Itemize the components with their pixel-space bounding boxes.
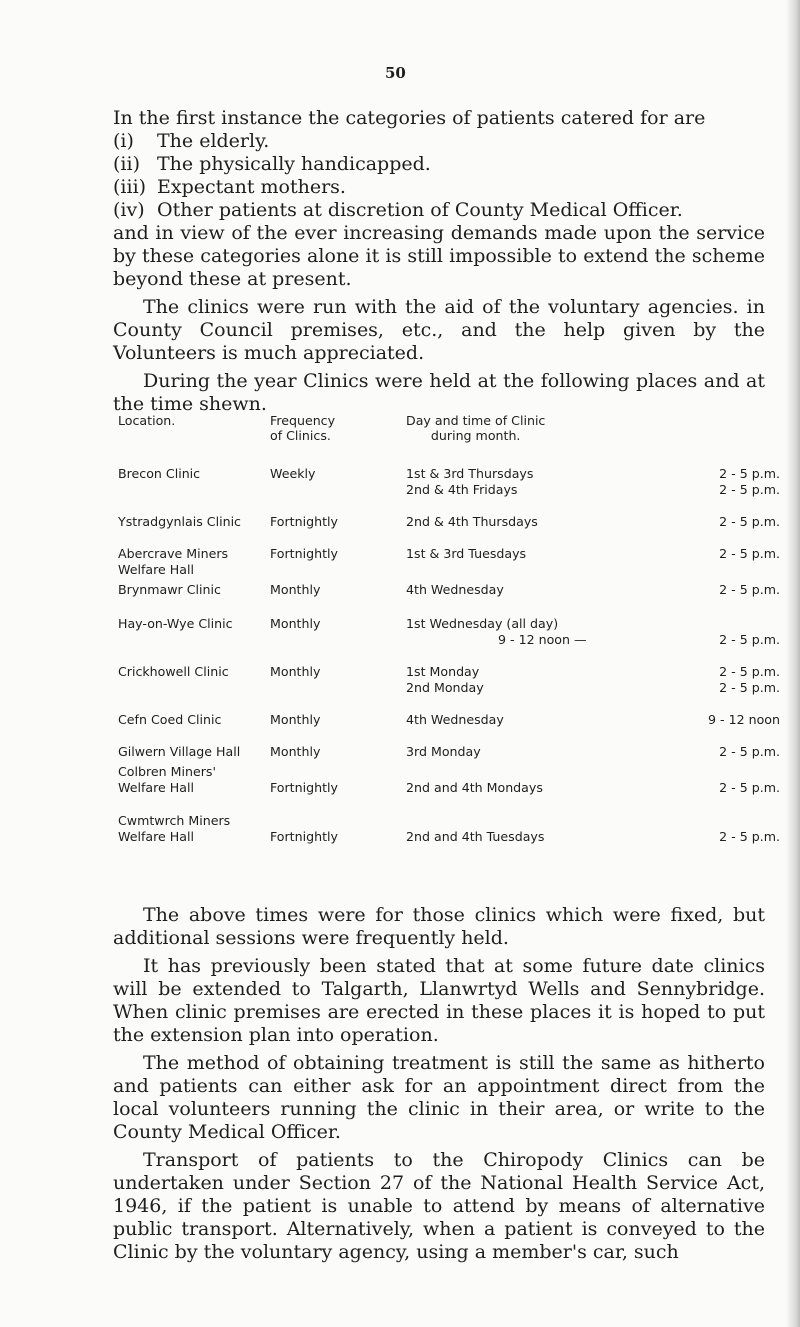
page-number: 50 (385, 64, 406, 82)
clinic-location: Gilwern Village Hall (118, 744, 241, 759)
clinic-frequency: Monthly (270, 744, 321, 759)
clinic-location: Hay-on-Wye Clinic (118, 616, 233, 631)
category-item-4 (113, 199, 683, 222)
page-edge-shadow (786, 0, 800, 1327)
clinic-time: 2 - 5 p.m. (719, 466, 780, 481)
category-text: The physically handicapped. (157, 153, 431, 175)
clinic-location: Brecon Clinic (118, 466, 201, 481)
clinic-day: 2nd Monday (406, 680, 484, 695)
clinic-day: 1st Monday (406, 664, 480, 679)
clinic-frequency: Monthly (270, 616, 321, 631)
clinic-frequency: Monthly (270, 712, 321, 727)
category-item-1 (113, 130, 269, 153)
clinic-time: 2 - 5 p.m. (719, 482, 780, 497)
paragraph-future-clinics: It has previously been stated that at some future date clinics will be extended to Talgarth, Llanwrtyd Wells and Sennybridge. When clinic premises are erected in these places it is hoped to put the extension plan into operation. (113, 955, 765, 1046)
clinic-day: 1st & 3rd Thursdays (406, 466, 534, 481)
column-header-location: Location. (118, 413, 176, 428)
clinic-day: 2nd & 4th Fridays (406, 482, 518, 497)
paragraph-method: The method of obtaining treatment is still the same as hitherto and patients can either ask for an appointment direct from the local volunteers running the clinic in their area, or write to the County Medical Officer. (113, 1052, 765, 1143)
clinic-day: 2nd and 4th Tuesdays (406, 829, 545, 844)
clinic-location: Cefn Coed Clinic (118, 712, 222, 727)
clinic-time: 2 - 5 p.m. (719, 829, 780, 844)
clinic-time: 2 - 5 p.m. (719, 744, 780, 759)
category-number: (ii) (113, 153, 140, 175)
clinic-frequency: Fortnightly (270, 546, 338, 561)
paragraph-clinics-held: During the year Clinics were held at the following places and at the time shewn. (113, 370, 765, 415)
clinic-frequency: Fortnightly (270, 829, 338, 844)
category-number: (iv) (113, 199, 145, 221)
category-text: Expectant mothers. (157, 176, 346, 198)
clinic-frequency: Monthly (270, 664, 321, 679)
clinic-location: Brynmawr Clinic (118, 582, 221, 597)
category-number: (i) (113, 130, 134, 152)
category-item-3 (113, 176, 346, 199)
clinic-time: 2 - 5 p.m. (719, 582, 780, 597)
clinic-location: Colbren Miners' (118, 764, 216, 779)
clinic-day: 4th Wednesday (406, 712, 504, 727)
category-number: (iii) (113, 176, 147, 198)
clinic-frequency: Monthly (270, 582, 321, 597)
clinic-location: Welfare Hall (118, 780, 194, 795)
paragraph-additional-sessions: The above times were for those clinics which were fixed, but additional sessions were frequently held. (113, 904, 765, 949)
clinic-frequency: Fortnightly (270, 780, 338, 795)
paragraph-transport: Transport of patients to the Chiropody Clinics can be undertaken under Section 27 of the National Health Service Act, 1946, if the patient is unable to attend by means of alternative public transport. Alternatively, when a patient is conveyed to the Clinic by the voluntary agency, using a member's car, such (113, 1149, 765, 1263)
clinic-day: 4th Wednesday (406, 582, 504, 597)
paragraph-voluntary-agencies: The clinics were run with the aid of the voluntary agencies. in County Council premises, etc., and the help given by the Volunteers is much appreciated. (113, 296, 765, 364)
clinic-day: 9 - 12 noon — (498, 632, 587, 647)
clinic-day: 2nd & 4th Thursdays (406, 514, 538, 529)
clinic-time: 2 - 5 p.m. (719, 780, 780, 795)
column-header-frequency: Frequency of Clinics. (270, 413, 336, 443)
category-text: The elderly. (157, 130, 270, 152)
clinic-time: 2 - 5 p.m. (719, 664, 780, 679)
clinic-day: 1st Wednesday (all day) (406, 616, 559, 631)
clinic-time: 2 - 5 p.m. (719, 514, 780, 529)
clinic-location: Ystradgynlais Clinic (118, 514, 241, 529)
clinic-location: Cwmtwrch Miners (118, 813, 231, 828)
category-text: Other patients at discretion of County Medical Officer. (157, 199, 683, 221)
clinic-day: 1st & 3rd Tuesdays (406, 546, 527, 561)
column-header-day-time: Day and time of Clinic during month. (406, 413, 546, 443)
clinic-time: 2 - 5 p.m. (719, 632, 780, 647)
clinic-time: 9 - 12 noon (708, 712, 780, 727)
clinic-time: 2 - 5 p.m. (719, 546, 780, 561)
clinic-location: Crickhowell Clinic (118, 664, 229, 679)
clinic-location: Welfare Hall (118, 562, 194, 577)
intro-text: In the first instance the categories of patients catered for are (113, 107, 706, 129)
clinic-location: Welfare Hall (118, 829, 194, 844)
clinic-time: 2 - 5 p.m. (719, 680, 780, 695)
clinic-day: 2nd and 4th Mondays (406, 780, 543, 795)
clinic-frequency: Weekly (270, 466, 316, 481)
clinic-day: 3rd Monday (406, 744, 481, 759)
category-item-2 (113, 153, 431, 176)
clinic-location: Abercrave Miners (118, 546, 229, 561)
paragraph-demands: and in view of the ever increasing demands made upon the service by these categories alone it is still impossible to extend the scheme beyond these at present. (113, 222, 765, 290)
clinic-frequency: Fortnightly (270, 514, 338, 529)
